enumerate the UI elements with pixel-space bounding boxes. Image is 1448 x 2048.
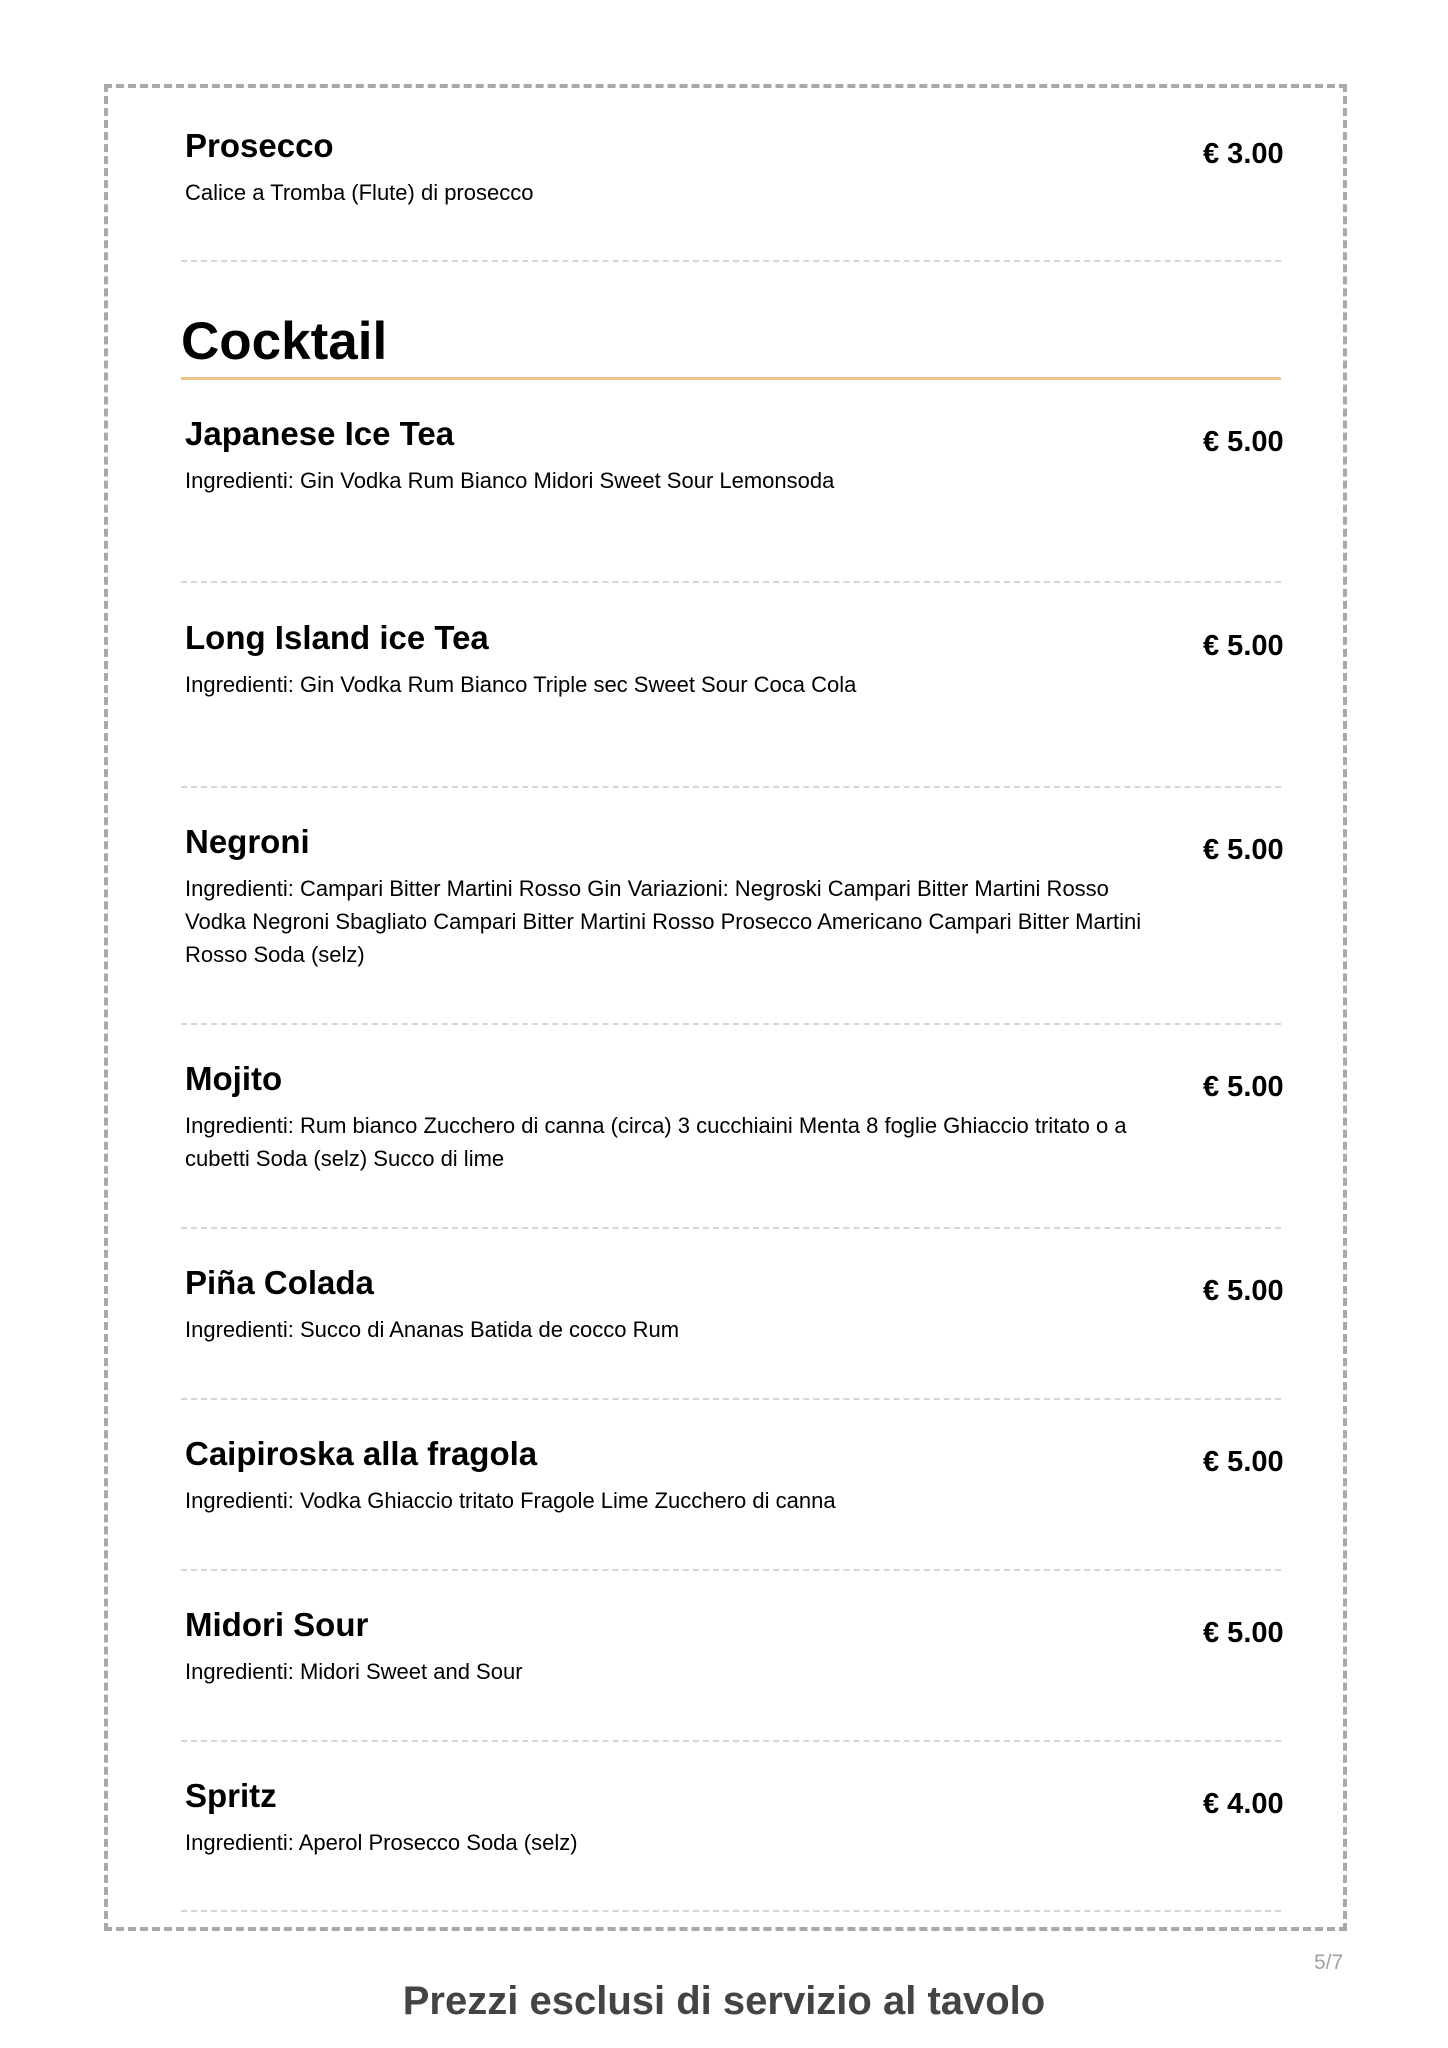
menu-item-price: € 5.00	[1203, 834, 1284, 866]
menu-item-name: Mojito	[185, 1060, 283, 1097]
menu-item-description: Ingredienti: Rum bianco Zucchero di canna (circa) 3 cucchiaini Menta 8 foglie Ghiaccio tritato o a cubetti Soda (selz) Succo di lime	[185, 1113, 1127, 1171]
item-separator	[181, 1023, 1281, 1025]
item-separator	[181, 786, 1281, 788]
page-number: 5/7	[1314, 1951, 1344, 1974]
menu-item-price: € 5.00	[1203, 1071, 1284, 1103]
menu-item-description: Ingredienti: Campari Bitter Martini Rosso Gin Variazioni: Negroski Campari Bitter Martini Rosso Vodka Negroni Sbagliato Campari Bitter Martini Rosso Prosecco Americano Campari Bitter Martini Rosso Soda (selz)	[185, 876, 1142, 967]
menu-item-price: € 5.00	[1203, 1446, 1284, 1478]
menu-item-name: Long Island ice Tea	[185, 619, 489, 656]
menu-item-description: Ingredienti: Gin Vodka Rum Bianco Midori Sweet Sour Lemonsoda	[185, 468, 835, 493]
menu-item-name: Midori Sour	[185, 1606, 369, 1643]
menu-item-description: Ingredienti: Midori Sweet and Sour	[185, 1659, 523, 1684]
menu-item-price: € 3.00	[1203, 138, 1284, 170]
menu-item-description: Calice a Tromba (Flute) di prosecco	[185, 180, 534, 205]
menu-item-price: € 5.00	[1203, 630, 1284, 662]
section-underline	[181, 377, 1281, 380]
menu-item-name: Japanese Ice Tea	[185, 415, 455, 452]
menu-item-price: € 5.00	[1203, 1275, 1284, 1307]
item-separator	[181, 581, 1281, 583]
menu-item-description: Ingredienti: Aperol Prosecco Soda (selz)	[185, 1830, 578, 1855]
item-separator	[181, 1227, 1281, 1229]
item-separator	[181, 1910, 1281, 1912]
menu-item-name: Negroni	[185, 823, 310, 860]
item-separator	[181, 260, 1281, 262]
item-separator	[181, 1398, 1281, 1400]
menu-item-price: € 4.00	[1203, 1788, 1284, 1820]
footer-note: Prezzi esclusi di servizio al tavolo	[402, 1979, 1046, 2023]
menu-item-name: Piña Colada	[185, 1264, 374, 1301]
item-separator	[181, 1569, 1281, 1571]
menu-item-name: Caipiroska alla fragola	[185, 1435, 538, 1472]
menu-item-price: € 5.00	[1203, 1617, 1284, 1649]
menu-item-description: Ingredienti: Succo di Ananas Batida de cocco Rum	[185, 1317, 680, 1342]
menu-item-price: € 5.00	[1203, 426, 1284, 458]
menu-item-description: Ingredienti: Vodka Ghiaccio tritato Fragole Lime Zucchero di canna	[185, 1488, 836, 1513]
menu-item-name: Spritz	[185, 1777, 277, 1814]
menu-item-description: Ingredienti: Gin Vodka Rum Bianco Triple sec Sweet Sour Coca Cola	[185, 672, 857, 697]
section-title: Cocktail	[181, 312, 388, 371]
menu-item-name: Prosecco	[185, 127, 334, 164]
item-separator	[181, 1740, 1281, 1742]
